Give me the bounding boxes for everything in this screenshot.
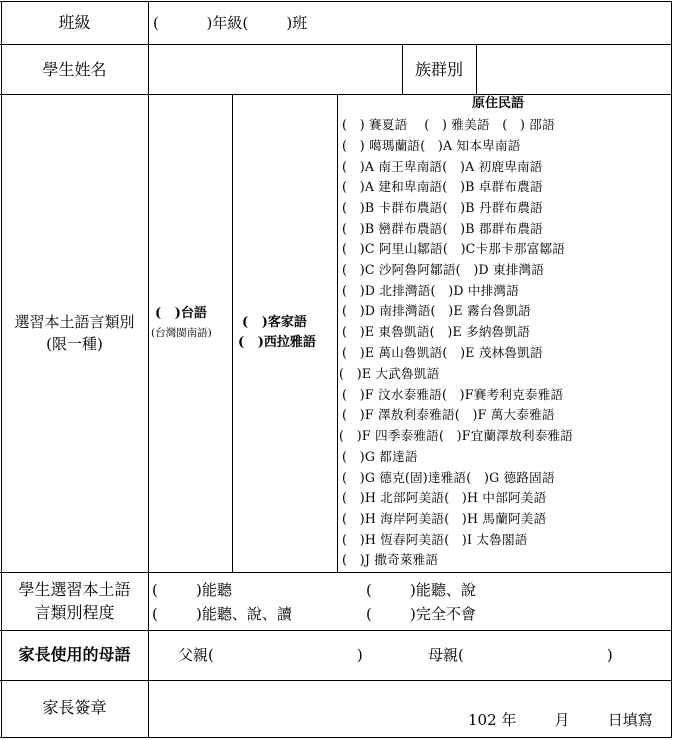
aboriginal-option-line[interactable]: ( )C 阿里山鄒語( )C卡那卡那富鄒語: [342, 241, 566, 256]
table-border-bottom: [0, 737, 672, 738]
row-divider: [0, 44, 672, 45]
aboriginal-option-line[interactable]: ( )F 汶水泰雅語( )F賽考利克泰雅語: [342, 387, 564, 402]
aboriginal-option-line[interactable]: ( )H 恆春阿美語( )I 太魯閣語: [342, 532, 528, 547]
aboriginal-option-line[interactable]: ( )F 澤敖利泰雅語( )F 萬大泰雅語: [342, 407, 555, 422]
mother-tongue-label: 家長使用的母語: [18, 645, 131, 664]
table-border-left: [1, 1, 2, 737]
aboriginal-option-line[interactable]: ( )E 東魯凱語( )E 多納魯凱語: [342, 324, 531, 339]
proficiency-none[interactable]: ( )完全不會: [366, 605, 476, 623]
hakka-column-divider: [337, 94, 338, 572]
hakka-option[interactable]: ( )客家語: [242, 315, 307, 330]
aboriginal-option-line[interactable]: ( )B 卡群布農語( )B 丹群布農語: [342, 200, 543, 215]
proficiency-label-cont: 言類別程度: [34, 603, 115, 622]
table-border-right: [671, 1, 672, 737]
aboriginal-option-line[interactable]: ( )D 北排灣語( )D 中排灣語: [342, 283, 520, 298]
class-field[interactable]: ( )年級( )班: [153, 14, 308, 32]
taiwanese-column-divider: [232, 94, 233, 572]
taiwanese-option[interactable]: ( )台語: [155, 306, 207, 321]
proficiency-listen-speak-read[interactable]: ( )能聽、說、讀: [152, 605, 292, 623]
ethnicity-label: 族群別: [414, 60, 463, 79]
row-divider: [0, 94, 672, 95]
aboriginal-option-line[interactable]: ( )H 北部阿美語( )H 中部阿美語: [342, 490, 547, 505]
parent-signature-label: 家長簽章: [42, 698, 107, 717]
aboriginal-option-line[interactable]: ( ) 噶瑪蘭語( )A 知本卑南語: [342, 138, 521, 153]
aboriginal-option-line[interactable]: ( )G 都達語: [342, 449, 418, 464]
father-mother-tongue-field[interactable]: 父親( ): [178, 646, 363, 664]
ethnicity-column-divider: [476, 44, 477, 94]
mother-mother-tongue-field[interactable]: 母親( ): [428, 646, 613, 664]
student-name-label: 學生姓名: [42, 60, 107, 79]
language-category-label: 選習本土語言類別: [14, 313, 135, 331]
proficiency-label: 學生選習本土語: [18, 580, 131, 599]
aboriginal-option-line[interactable]: ( )E 大武魯凱語: [339, 366, 440, 381]
aboriginal-option-line[interactable]: ( )E 萬山魯凱語( )E 茂林魯凱語: [342, 345, 543, 360]
student-name-field[interactable]: [150, 46, 400, 92]
row-divider: [0, 630, 672, 631]
aboriginal-option-line[interactable]: ( )C 沙阿魯阿鄒語( )D 東排灣語: [342, 262, 545, 277]
class-label: 班級: [58, 13, 91, 32]
proficiency-listen-speak[interactable]: ( )能聽、說: [366, 581, 476, 599]
aboriginal-option-line[interactable]: ( )A 南王卑南語( )A 初鹿卑南語: [342, 159, 543, 174]
fill-date[interactable]: 102 年 月 日填寫: [468, 711, 653, 729]
aboriginal-option-line[interactable]: ( )F 四季泰雅語( )F宜蘭澤敖利泰雅語: [339, 428, 574, 443]
aboriginal-option-line[interactable]: ( )J 撒奇萊雅語: [342, 552, 439, 567]
label-column-divider: [148, 1, 149, 737]
ethnicity-field[interactable]: [478, 46, 670, 92]
aboriginal-option-line[interactable]: ( )D 南排灣語( )E 霧台魯凱語: [342, 303, 531, 318]
aboriginal-option-line[interactable]: ( )A 建和卑南語( )B 卓群布農語: [342, 179, 543, 194]
aboriginal-option-line[interactable]: ( )H 海岸阿美語( )H 馬蘭阿美語: [342, 511, 547, 526]
aboriginal-heading: 原住民語: [472, 96, 525, 111]
aboriginal-option-line[interactable]: ( ) 賽夏語 ( ) 雅美語 ( ) 邵語: [342, 117, 555, 132]
parent-signature-field[interactable]: [150, 682, 670, 712]
row-divider: [0, 680, 672, 681]
proficiency-listen[interactable]: ( )能聽: [152, 581, 232, 599]
row-divider: [0, 572, 672, 573]
taiwanese-subtitle: (台灣閩南語): [151, 327, 212, 339]
aboriginal-option-line[interactable]: ( )G 德克(固)達雅語( )G 德路固語: [342, 470, 555, 485]
aboriginal-option-line[interactable]: ( )B 巒群布農語( )B 郡群布農語: [342, 221, 543, 236]
table-border-top: [0, 1, 672, 2]
siraya-option[interactable]: ( )西拉雅語: [238, 335, 316, 350]
language-category-limit: (限一種): [46, 335, 103, 353]
